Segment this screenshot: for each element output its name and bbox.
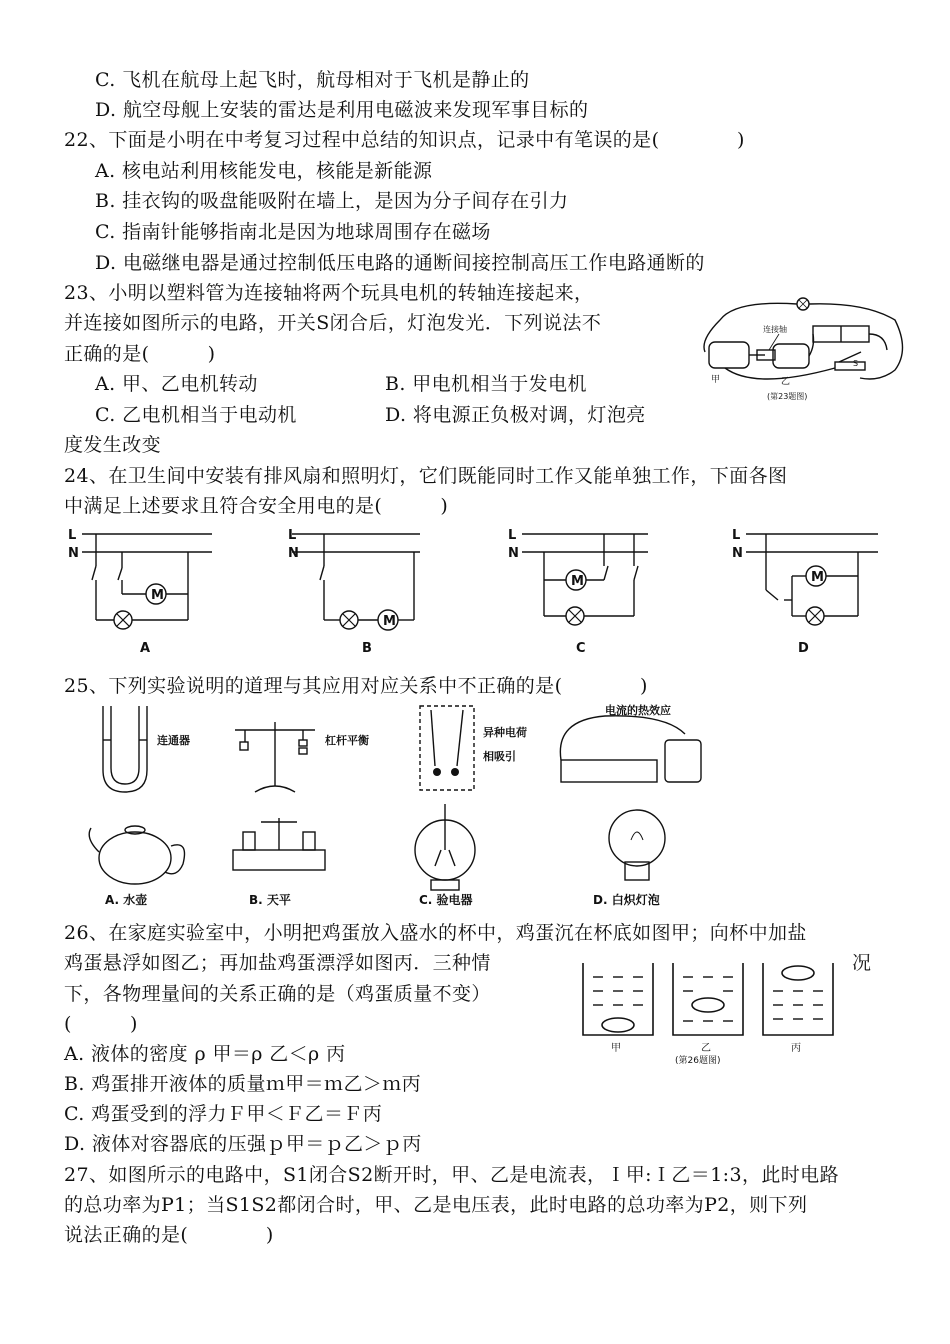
q25-app-a-label: A. 水壶 — [105, 893, 148, 907]
q23-fig-caption: (第23题图) — [767, 392, 808, 401]
q24-d-motor-label: M — [811, 570, 824, 585]
q25-app-c-label: C. 验电器 — [419, 893, 473, 907]
q22-option-a: A. 核电站利用核能发电，核能是新能源 — [95, 160, 433, 182]
q22-option-c: C. 指南针能够指南北是因为地球周围存在磁场 — [95, 221, 491, 243]
q26-egg-cups-figure — [575, 955, 850, 1067]
q24-label-b: B — [362, 641, 372, 656]
q23-option-d-cont: 度发生改变 — [64, 434, 162, 456]
q23-fig-jia-label: 甲 — [711, 375, 721, 385]
q26-fig-bing-label: 丙 — [791, 1043, 801, 1054]
q22-stem: 22、下面是小明在中考复习过程中总结的知识点，记录中有笔误的是( ) — [64, 129, 745, 151]
q24-c-motor-label: M — [571, 574, 584, 589]
q26-fig-caption: (第26题图) — [675, 1056, 721, 1066]
q23-motor-circuit-figure — [695, 290, 910, 405]
q22-option-d: D. 电磁继电器是通过控制低压电路的通断间接控制高压工作电路通断的 — [95, 252, 705, 274]
q24-b-motor-label: M — [383, 614, 396, 629]
q24-a-N-label: N — [68, 546, 79, 561]
q24-circuit-options-figure — [60, 520, 890, 660]
q25-exp3-label-line1: 异种电荷 — [483, 726, 527, 739]
q23-fig-yi-label: 乙 — [781, 377, 791, 387]
q25-stem: 25、下列实验说明的道理与其应用对应关系中不正确的是( ) — [64, 675, 648, 697]
q25-experiments-figure — [85, 700, 725, 912]
q26-stem-line4: ( ) — [64, 1013, 138, 1035]
q23-fig-axle-label: 连接轴 — [763, 325, 787, 334]
q24-c-L-label: L — [508, 528, 517, 543]
q27-stem-line2: 的总功率为P1；当S1S2都闭合时，甲、乙是电压表，此时电路的总功率为P2，则下列 — [64, 1194, 808, 1216]
q23-stem-line1: 23、小明以塑料管为连接轴将两个玩具电机的转轴连接起来， — [64, 282, 594, 304]
q26-option-b: B. 鸡蛋排开液体的质量ｍ甲＝ｍ乙＞ｍ丙 — [64, 1073, 422, 1095]
q26-option-c: C. 鸡蛋受到的浮力Ｆ甲＜Ｆ乙＝Ｆ丙 — [64, 1103, 383, 1125]
q23-option-b: B. 甲电机相当于发电机 — [385, 373, 587, 395]
q24-label-c: C — [576, 641, 586, 656]
q27-stem-line1: 27、如图所示的电路中，S1闭合S2断开时，甲、乙是电流表，Ｉ甲:Ｉ乙＝1:3，此时电路 — [64, 1164, 839, 1186]
q23-stem-line3: 正确的是( ) — [64, 343, 216, 365]
q25-app-d-label: D. 白炽灯泡 — [593, 893, 660, 907]
q27-stem-line3: 说法正确的是( ) — [64, 1224, 274, 1246]
q24-b-L-label: L — [288, 528, 297, 543]
q23-option-a: A. 甲、乙电机转动 — [95, 373, 258, 395]
q24-stem-line1: 24、在卫生间中安装有排风扇和照明灯，它们既能同时工作又能单独工作，下面各图 — [64, 465, 788, 487]
q22-option-b: B. 挂衣钩的吸盘能吸附在墙上，是因为分子间存在引力 — [95, 190, 569, 212]
q24-c-N-label: N — [508, 546, 519, 561]
q24-d-N-label: N — [732, 546, 743, 561]
q25-exp2-label: 杠杆平衡 — [325, 734, 369, 747]
q26-stem-line2-end: 况 — [852, 952, 872, 974]
q24-a-L-label: L — [68, 528, 77, 543]
q25-exp1-label: 连通器 — [157, 734, 190, 747]
q24-label-d: D — [798, 641, 809, 656]
q24-label-a: A — [140, 641, 151, 656]
q23-option-d: D. 将电源正负极对调，灯泡亮 — [385, 404, 646, 426]
q26-fig-yi-label: 乙 — [701, 1043, 711, 1054]
q26-fig-jia-label: 甲 — [611, 1043, 621, 1054]
q23-stem-line2: 并连接如图所示的电路，开关S闭合后，灯泡发光．下列说法不 — [64, 312, 602, 334]
q25-exp4-label: 电流的热效应 — [605, 704, 671, 717]
q24-a-motor-label: M — [151, 588, 164, 603]
q26-stem-line3: 下，各物理量间的关系正确的是（鸡蛋质量不变） — [64, 983, 491, 1005]
q24-b-N-label: N — [288, 546, 299, 561]
q24-d-L-label: L — [732, 528, 741, 543]
q21-option-d: D. 航空母舰上安装的雷达是利用电磁波来发现军事目标的 — [95, 99, 589, 121]
q26-stem-line2: 鸡蛋悬浮如图乙；再加盐鸡蛋漂浮如图丙．三种情 — [64, 952, 491, 974]
q26-option-d: D. 液体对容器底的压强ｐ甲＝ｐ乙＞ｐ丙 — [64, 1133, 422, 1155]
q25-app-b-label: B. 天平 — [249, 893, 291, 907]
q23-option-c: C. 乙电机相当于电动机 — [95, 404, 297, 426]
q24-stem-line2: 中满足上述要求且符合安全用电的是( ) — [64, 495, 449, 517]
q21-option-c: C. 飞机在航母上起飞时，航母相对于飞机是静止的 — [95, 69, 530, 91]
q26-option-a: A. 液体的密度 ρ 甲＝ρ 乙＜ρ 丙 — [64, 1043, 346, 1065]
q26-stem-line1: 26、在家庭实验室中，小明把鸡蛋放入盛水的杯中，鸡蛋沉在杯底如图甲；向杯中加盐 — [64, 922, 807, 944]
q25-exp3-label-line2: 相吸引 — [483, 750, 516, 763]
q23-fig-switch-label: S — [853, 359, 859, 368]
